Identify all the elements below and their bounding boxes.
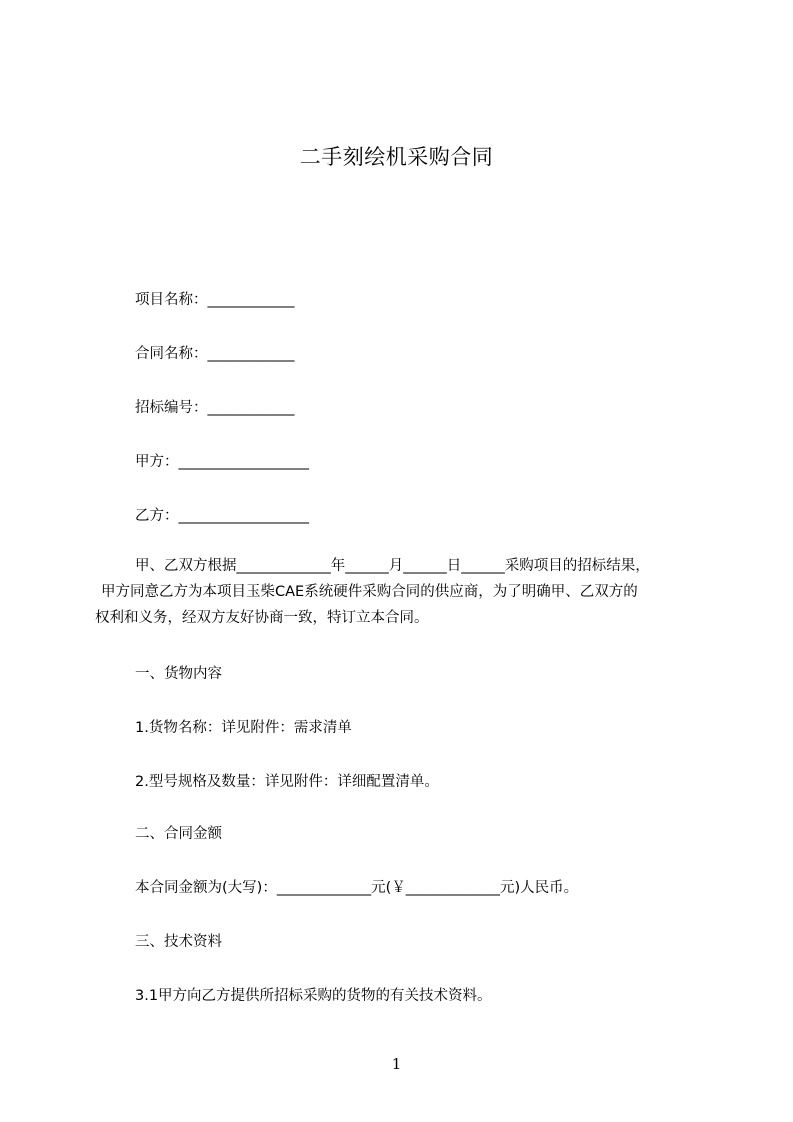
intro-line-2: 甲方同意乙方为本项目玉柴CAE系统硬件采购合同的供应商，为了明确甲、乙双方的 [101,584,638,600]
party-a-field: 甲方：__________________ [135,454,309,470]
intro-paragraph [95,553,705,631]
tech-item-1: 3.1甲方向乙方提供所招标采购的货物的有关技术资料。 [135,988,492,1004]
goods-item-1: 1.货物名称：详见附件：需求清单 [135,720,352,736]
page-number: 1 [391,1055,402,1073]
contract-name-field: 合同名称：____________ [135,346,295,362]
document-title: 二手刻绘机采购合同 [299,145,494,169]
tech-heading: 三、技术资料 [135,934,222,950]
amount-heading: 二、合同金额 [135,826,222,842]
intro-line-3: 权利和义务，经双方友好协商一致，特订立本合同。 [95,610,429,626]
intro-line-1: 甲、乙双方根据_____________年______月______日______采购项目的招标结果， [135,558,650,574]
goods-heading: 一、货物内容 [135,666,222,682]
amount-text: 本合同金额为(大写)：_____________元(￥_____________元)人民币。 [135,880,579,896]
project-name-field: 项目名称：____________ [135,292,295,308]
party-b-field: 乙方：__________________ [135,508,309,524]
bid-number-field: 招标编号：____________ [135,400,295,416]
goods-item-2: 2.型号规格及数量：详见附件：详细配置清单。 [135,774,439,790]
